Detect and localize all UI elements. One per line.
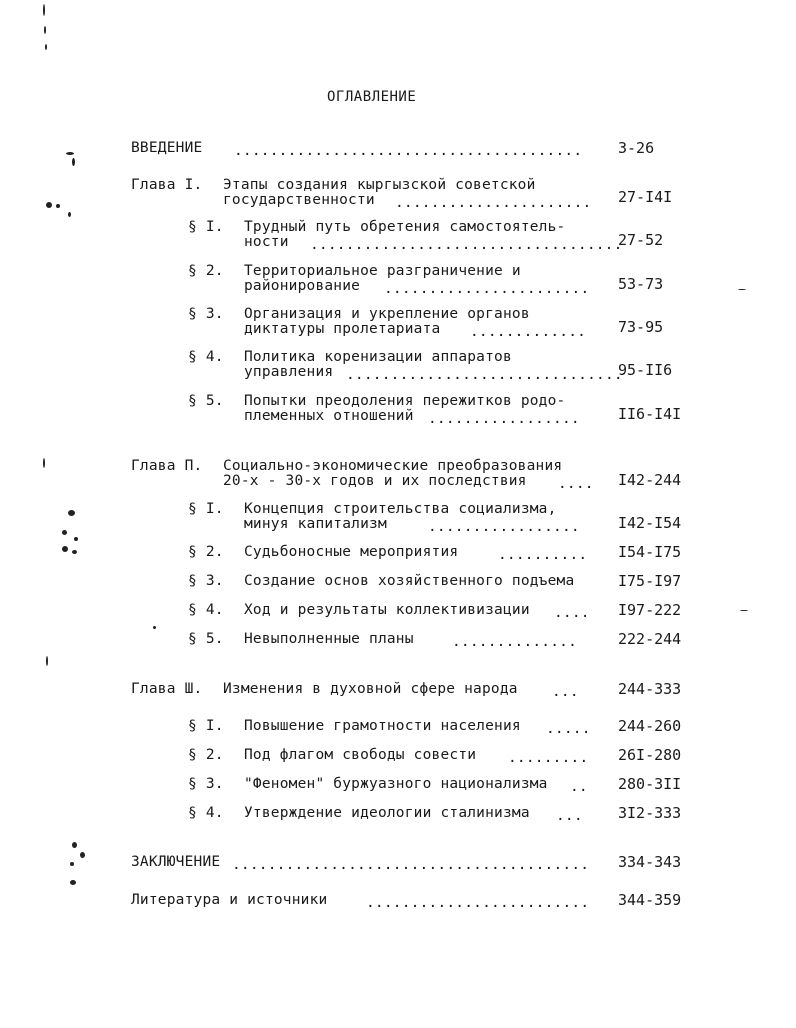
chapter-3-pages: 244-333 (618, 680, 682, 698)
section-3-2-pages: 26I-280 (618, 746, 682, 764)
scan-speck (740, 610, 748, 611)
dot-leader: ... (552, 684, 579, 700)
chapter-1-pages: 27-I4I (618, 188, 673, 206)
section-2-5-pages: 222-244 (618, 630, 682, 648)
chapter-3-label: Глава Ш. (131, 681, 203, 697)
section-3-1-pages: 244-260 (618, 717, 682, 735)
section-1-3-number: § 3. (188, 306, 224, 322)
intro-pages: 3-26 (618, 139, 655, 157)
dot-leader: ................................... (310, 237, 623, 253)
dot-leader: ......................... (366, 895, 590, 911)
section-1-1-pages: 27-52 (618, 231, 664, 249)
chapter-2-title-line1: Социально-экономические преобразования (223, 458, 563, 474)
scan-speck (45, 44, 47, 50)
scan-speck (72, 550, 77, 554)
section-3-3-title: "Феномен" буржуазного национализма (244, 776, 548, 792)
section-2-1-pages: I42-I54 (618, 514, 682, 532)
scan-speck (46, 656, 48, 666)
chapter-1-title-line1: Этапы создания кыргызской советской (223, 177, 536, 193)
scan-speck (44, 26, 46, 34)
section-2-1-title-line1: Концепция строительства социализма, (244, 501, 557, 517)
dot-leader: ........................................ (232, 857, 590, 873)
dot-leader: ....................... (384, 281, 590, 297)
scan-speck (72, 842, 77, 848)
section-3-2-number: § 2. (188, 747, 224, 763)
chapter-2-pages: I42-244 (618, 471, 682, 489)
scan-speck (68, 510, 75, 516)
section-1-1-number: § I. (188, 219, 224, 235)
section-1-2-pages: 53-73 (618, 275, 664, 293)
chapter-2-title-line2: 20-х - 30-х годов и их последствия (223, 473, 527, 489)
page-title: ОГЛАВЛЕНИЕ (327, 89, 417, 105)
section-1-4-pages: 95-II6 (618, 361, 673, 379)
literature-pages: 344-359 (618, 891, 682, 909)
section-2-5-title: Невыполненные планы (244, 631, 414, 647)
dot-leader: .... (554, 605, 590, 621)
section-1-3-pages: 73-95 (618, 318, 664, 336)
scan-speck (70, 880, 76, 885)
scan-speck (74, 537, 78, 541)
dot-leader: ................. (428, 519, 580, 535)
section-3-1-number: § I. (188, 718, 224, 734)
scan-speck (66, 152, 74, 155)
literature-label: Литература и источники (131, 892, 328, 908)
scan-speck (62, 546, 68, 552)
conclusion-label: ЗАКЛЮЧЕНИЕ (131, 854, 221, 870)
chapter-3-title: Изменения в духовной сфере народа (223, 681, 518, 697)
dot-leader: ....................................... (234, 143, 583, 159)
dot-leader: ...................... (395, 195, 592, 211)
section-1-4-title-line2: управления (244, 364, 334, 380)
section-2-4-pages: I97-222 (618, 601, 682, 619)
dot-leader: .... (558, 476, 594, 492)
scan-speck (70, 862, 74, 866)
section-2-4-number: § 4. (188, 602, 224, 618)
section-2-2-number: § 2. (188, 544, 224, 560)
section-3-1-title: Повышение грамотности населения (244, 718, 521, 734)
scan-speck (72, 158, 75, 166)
scan-speck (56, 204, 60, 208)
section-3-4-number: § 4. (188, 805, 224, 821)
chapter-2-label: Глава П. (131, 458, 203, 474)
scan-speck (43, 458, 45, 468)
section-3-4-title: Утверждение идеологии сталинизма (244, 805, 530, 821)
scan-speck (153, 626, 156, 629)
chapter-1-label: Глава I. (131, 177, 203, 193)
section-2-3-title: Создание основ хозяйственного подъема (244, 573, 575, 589)
section-1-3-title-line1: Организация и укрепление органов (244, 306, 530, 322)
section-2-2-title: Судьбоносные мероприятия (244, 544, 459, 560)
dot-leader: ............................... (346, 367, 623, 383)
conclusion-pages: 334-343 (618, 853, 682, 871)
scan-speck (62, 530, 67, 535)
section-3-2-title: Под флагом свободы совести (244, 747, 477, 763)
section-1-2-title-line2: районирование (244, 278, 361, 294)
section-3-3-pages: 280-3II (618, 775, 682, 793)
section-1-5-pages: II6-I4I (618, 405, 682, 423)
dot-leader: ................. (428, 411, 580, 427)
scan-speck (80, 852, 85, 858)
section-1-4-title-line1: Политика коренизации аппаратов (244, 349, 512, 365)
section-3-4-pages: 3I2-333 (618, 804, 682, 822)
section-2-4-title: Ход и результаты коллективизации (244, 602, 530, 618)
chapter-1-title-line2: государственности (223, 192, 375, 208)
dot-leader: ..... (546, 721, 591, 737)
dot-leader: .......... (498, 547, 588, 563)
section-2-3-pages: I75-I97 (618, 572, 682, 590)
scan-speck (46, 202, 52, 208)
section-1-4-number: § 4. (188, 349, 224, 365)
scan-speck (738, 289, 746, 290)
section-2-5-number: § 5. (188, 631, 224, 647)
section-1-5-title-line1: Попытки преодоления пережитков родо- (244, 393, 566, 409)
dot-leader: .............. (452, 634, 578, 650)
section-2-1-title-line2: минуя капитализм (244, 516, 387, 532)
section-1-5-title-line2: племенных отношений (244, 408, 414, 424)
section-1-2-number: § 2. (188, 263, 224, 279)
section-2-2-pages: I54-I75 (618, 543, 682, 561)
section-2-3-number: § 3. (188, 573, 224, 589)
dot-leader: ... (556, 808, 583, 824)
section-3-3-number: § 3. (188, 776, 224, 792)
section-1-3-title-line2: диктатуры пролетариата (244, 321, 441, 337)
section-1-1-title-line2: ности (244, 234, 289, 250)
dot-leader: ......... (508, 750, 589, 766)
section-1-1-title-line1: Трудный путь обретения самостоятель- (244, 219, 566, 235)
dot-leader: ............. (470, 324, 587, 340)
scan-speck (68, 212, 71, 217)
section-2-1-number: § I. (188, 501, 224, 517)
dot-leader: .. (570, 779, 588, 795)
scan-speck (43, 4, 45, 16)
section-1-5-number: § 5. (188, 393, 224, 409)
section-1-2-title-line1: Территориальное разграничение и (244, 263, 521, 279)
intro-label: ВВЕДЕНИЕ (131, 140, 203, 156)
